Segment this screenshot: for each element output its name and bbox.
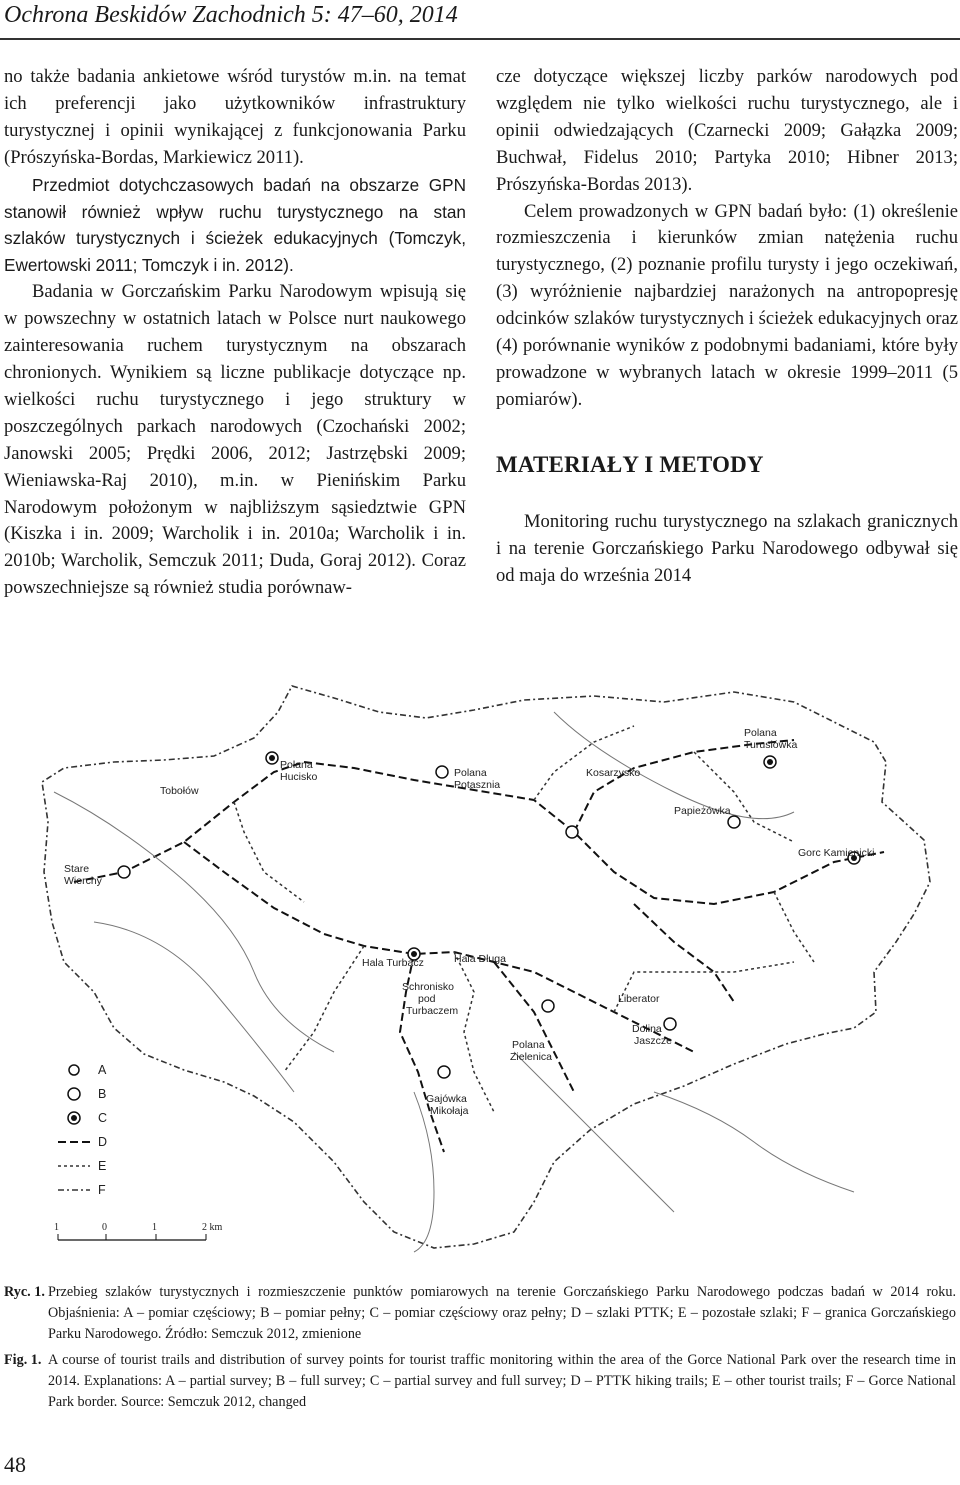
survey-point-potasznia bbox=[436, 766, 448, 778]
label-polana-potasznia: Polana Potasznia bbox=[454, 767, 501, 791]
survey-point-stare-wierchy bbox=[118, 866, 130, 878]
label-polana-zielenica: Polana Zielenica bbox=[510, 1039, 553, 1063]
survey-points bbox=[118, 752, 860, 1078]
label-tobolow: Tobołów bbox=[160, 785, 199, 797]
label-hala-turbacz: Hala Turbacz bbox=[362, 957, 424, 969]
legend-f: F bbox=[98, 1183, 106, 1197]
legend-e: E bbox=[98, 1159, 107, 1173]
right-paragraph-3: Monitoring ruchu turystycznego na szlakach granicznych i na terenie Gorczańskiego Parku Narodowego odbywał się od maja do września 2014 bbox=[496, 510, 958, 586]
running-head: Ochrona Beskidów Zachodnich 5: 47–60, 2014 bbox=[4, 2, 458, 28]
label-dolina-jaszcze: Dolina Jaszcze bbox=[632, 1023, 672, 1047]
left-paragraph-1-continued: Przedmiot dotychczasowych badań na obszarze GPN stanowił również wpływ ruchu turystycznego na stan szlaków turystycznych i ścieżek edukacyjnych (Tomczyk, Ewertowski 2011; Tomczyk i in. 2012). bbox=[4, 174, 466, 276]
right-paragraph-2: Celem prowadzonych w GPN badań było: (1) określenie rozmieszczenia i kierunków zmian natężenia ruchu turystycznego, (2) poznanie profilu turysty i jego oczekiwań, (3) wyróżnienie najbardziej narażonych na antropopresję odcinków szlaków turystycznych i ścieżek edukacyjnych oraz (4) porównanie wyników z podobnymi badaniami, które były prowadzone w wybranych latach w okresie 1999–2011 (5 pomiarów). bbox=[496, 200, 958, 410]
survey-point-gajowka bbox=[438, 1066, 450, 1078]
legend-b: B bbox=[98, 1087, 107, 1101]
left-paragraph-1: no także badania ankietowe wśród turystów m.in. na temat ich preferencji jako użytkowników infrastruktury turystycznej i opinii wynikającej z funkcjonowania Parku (Prószyńska-Bordas, Markiewicz 2011). bbox=[4, 66, 466, 168]
scale-tick-1b: 1 bbox=[152, 1222, 157, 1233]
legend-d: D bbox=[98, 1135, 108, 1149]
header-rule bbox=[0, 38, 960, 40]
survey-point-jaszcze bbox=[664, 1018, 676, 1030]
label-hala-dluga: Hala Długa bbox=[454, 953, 506, 965]
label-gorc-kamienicki: Gorc Kamienicki bbox=[798, 847, 875, 859]
label-kosarzysko: Kosarzysko bbox=[586, 767, 641, 779]
label-papiezowka: Papieżówka bbox=[674, 805, 731, 817]
page-number: 48 bbox=[4, 1452, 26, 1477]
scale-tick-1: 1 bbox=[54, 1222, 59, 1233]
scale-bar bbox=[54, 1222, 223, 1240]
scale-tick-2km: 2 km bbox=[202, 1222, 223, 1233]
pttk-trails bbox=[74, 740, 884, 1152]
figure-caption-pl bbox=[4, 1282, 956, 1345]
map-legend bbox=[58, 1063, 107, 1197]
label-stare-wierchy: Stare Wierchy bbox=[64, 863, 102, 887]
caption-en-text: A course of tourist trails and distribution of survey points for tourist traffic monitoring within the area of the Gorce National Park over the research time in 2014. Explanations: A – partial survey; B – full survey; C – partial survey and full survey; D – PTTK hiking trails; E – other tourist trails; F – Gorce National Park border. Source: Semczuk 2012, changed bbox=[48, 1352, 956, 1410]
trail-map-figure bbox=[34, 672, 934, 1262]
left-text-column bbox=[4, 64, 466, 602]
survey-point-zielenica bbox=[542, 1000, 554, 1012]
legend-a: A bbox=[98, 1063, 107, 1077]
label-schronisko: Schronisko pod Turbaczem bbox=[402, 981, 459, 1017]
label-polana-hucisko: Polana Hucisko bbox=[280, 759, 318, 783]
trail-map bbox=[34, 672, 934, 1262]
figure-caption-en bbox=[4, 1350, 956, 1413]
survey-point-kosarzysko bbox=[566, 826, 578, 838]
label-polana-turusiowka: Polana Turusiówka bbox=[744, 727, 798, 751]
survey-point-papiezowka bbox=[728, 816, 740, 828]
left-paragraph-2: Badania w Gorczańskim Parku Narodowym wpisują się w powszechny w ostatnich latach w Polsce nurt naukowego zainteresowania ruchem turystycznym na obszarach chronionych. Wynikiem są liczne publikacje dotyczące np. wielkości ruchu turystycznego i jego struktury w poszczególnych parkach narodowych (Czochański 2002; Janowski 2005; Prędki 2006, 2012; Jastrzębski 2009; Wieniawska-Raj 2010), m.in. w Pienińskim Parku Narodowym położonym w najbliższym sąsiedztwie GPN (Kiszka i in. 2009; Warcholik i in. 2010a; Warcholik i in. 2010b; Warcholik, Semczuk 2011; Duda, Goraj 2012). Coraz powszechniejsze są również studia porównaw- bbox=[4, 281, 466, 599]
legend-c: C bbox=[98, 1111, 108, 1125]
right-text-column bbox=[496, 64, 958, 589]
label-gajowka-mikolaja: Gajówka Mikołaja bbox=[426, 1093, 469, 1117]
scale-tick-0: 0 bbox=[102, 1222, 107, 1233]
right-paragraph-1: cze dotyczące większej liczby parków narodowych pod względem nie tylko wielkości ruchu turystycznego, ale i opinii odwiedzających (Czarnecki 2009; Gałązka 2009; Buchwał, Fidelus 2010; Partyka 2010; Hibner 2013; Prószyńska-Bordas 2013). bbox=[496, 66, 958, 195]
caption-en-label: Fig. 1. bbox=[4, 1352, 42, 1368]
label-liberator: Liberator bbox=[618, 993, 660, 1005]
caption-pl-text: Przebieg szlaków turystycznych i rozmieszczenie punktów pomiarowych na terenie Gorczańskiego Parku Narodowego podczas badań w 2014 roku. Objaśnienia: A – pomiar częściowy; B – pomiar pełny; C – pomiar częściowy oraz pełny; D – szlaki PTTK; E – pozostałe szlaki; F – granica Gorczańskiego Parku Narodowego. Źródło: Semczuk 2012, zmienione bbox=[48, 1284, 956, 1342]
section-heading: MATERIAŁY I METODY bbox=[496, 451, 764, 477]
caption-pl-label: Ryc. 1. bbox=[4, 1284, 45, 1300]
